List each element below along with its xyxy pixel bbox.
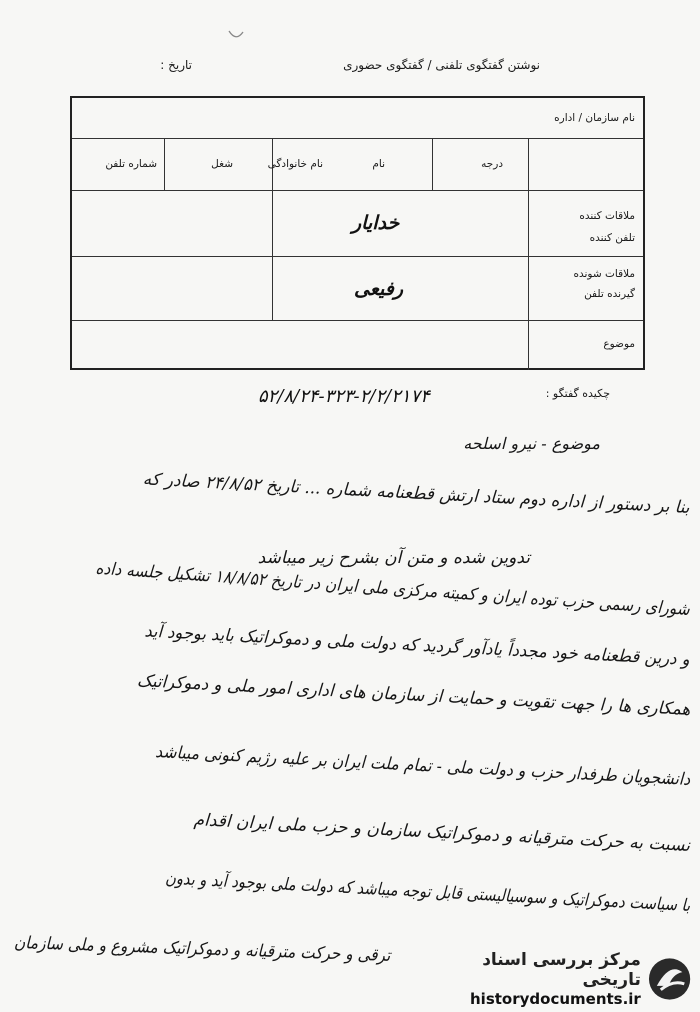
summary-reference: ۵۲/۸/۲۴-۳۲۳-۲/۲/۲۱۷۴ (258, 386, 430, 407)
column-phone: شماره تلفن (105, 158, 157, 170)
visited-name: رفیعی (354, 278, 403, 300)
body-line: و درین قطعنامه خود مجدداً یادآور گردید که دولت ملی و دموکراتیک باید بوجود آید (144, 621, 691, 670)
body-line: ترقی و حرکت مترقیانه و دموکراتیک مشروع و ملی سازمان (13, 932, 391, 966)
org-label: نام سازمان / اداره (554, 112, 635, 124)
body-line: موضوع - نیرو اسلحه (463, 434, 600, 453)
visited-label: ملاقات شونده (573, 268, 635, 280)
visitor-name: خدایار (352, 212, 400, 234)
top-hole-mark-icon (226, 28, 246, 42)
column-name: نام (372, 158, 385, 170)
body-line: بنا بر دستور از اداره دوم ستاد ارتش قطعنامه شماره ... تاریخ ۲۴/۸/۵۲ صادر که (142, 469, 691, 518)
archive-watermark (422, 952, 692, 1006)
receiver-label: گیرنده تلفن (584, 288, 635, 300)
body-line: تدوین شده و متن آن بشرح زیر میباشد (257, 548, 530, 568)
conversation-form-table (70, 96, 645, 370)
date-label: تاریخ : (160, 58, 192, 72)
body-line: با سیاست دموکراتیک و سوسیالیستی قابل توجه میباشد که دولت ملی بوجود آید و بدون (164, 868, 691, 916)
summary-label: چکیده گفتگو : (545, 387, 610, 400)
caller-label: تلفن کننده (589, 232, 635, 244)
column-family-name: نام خانوادگی (267, 158, 323, 170)
subject-label: موضوع (603, 338, 635, 350)
watermark-site: historydocuments.ir (470, 990, 641, 1008)
body-line: نسبت به حرکت مترقیانه و دموکراتیک سازمان و حزب ملی ایران اقدام (193, 810, 691, 856)
body-line: همکاری ها را جهت تقویت و حمایت از سازمان های اداری امور ملی و دموکراتیک (136, 671, 691, 720)
watermark-org-name: مرکز بررسی اسناد تاریخی (482, 950, 641, 990)
body-line: دانشجویان طرفدار حزب و دولت ملی - تمام ملت ایران بر علیه رژیم کنونی میباشد (154, 741, 691, 790)
column-job: شغل (211, 158, 233, 170)
form-title: نوشتن گفتگوی تلفنی / گفتگوی حضوری (343, 58, 540, 72)
archive-logo-icon (647, 956, 692, 1002)
body-line: شورای رسمی حزب توده ایران و کمیته مرکزی ملی ایران در تاریخ ۱۸/۸/۵۲ تشکیل جلسه داده (95, 558, 691, 620)
visitor-label: ملاقات کننده (579, 210, 635, 222)
column-rank: درجه (481, 158, 503, 170)
